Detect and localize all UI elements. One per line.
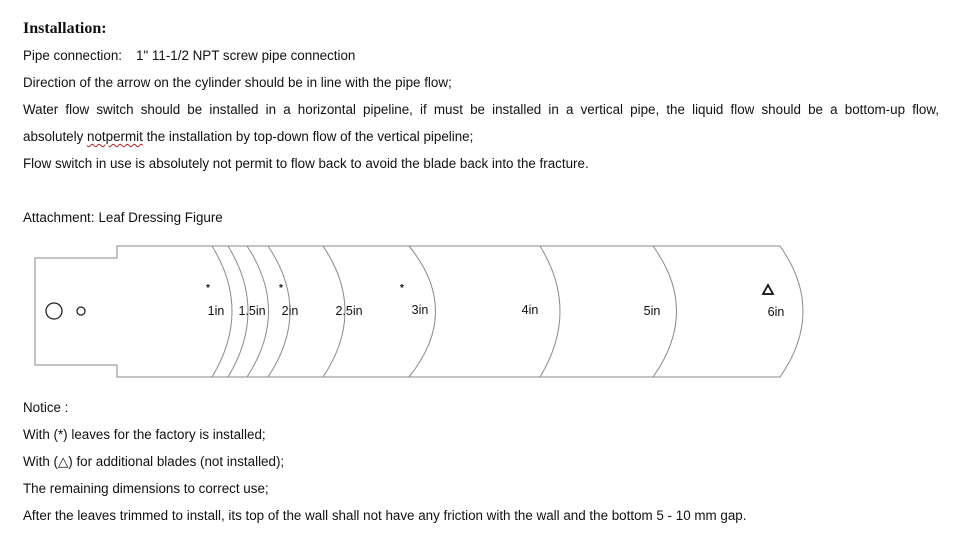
mounting-hole-small: [77, 307, 85, 315]
leaf-arc-1.5in: [228, 246, 248, 377]
mounting-hole-large: [46, 303, 62, 319]
attachment-value: Leaf Dressing Figure: [98, 210, 223, 225]
notice-item: The remaining dimensions to correct use;: [23, 481, 269, 496]
pipe-connection-label: Pipe connection:: [23, 48, 123, 63]
leaf-label-1in: 1in: [207, 304, 225, 318]
leaf-arc-6in: [653, 246, 677, 377]
leaf-arc-1in: [212, 246, 232, 377]
notice-item: With (△) for additional blades (not installed);: [23, 454, 285, 469]
leaf-label-5in: 5in: [643, 304, 661, 318]
pipe-connection-value: 1" 11-1/2 NPT screw pipe connection: [136, 48, 356, 63]
factory-installed-marker-3in: *: [400, 283, 404, 294]
factory-installed-marker-2in: *: [279, 283, 283, 294]
installation-heading: [23, 20, 107, 38]
water-flow-line-2-post: the installation by top-down flow of the vertical pipeline;: [142, 129, 474, 144]
leaf-arc-3in: [323, 246, 345, 377]
figure-outline: [35, 246, 803, 377]
water-flow-line-2-pre: absolutely: [23, 129, 88, 144]
water-flow-line-1: Water flow switch should be installed in a horizontal pipeline, if must be installed in a vertical pipe, the liquid flow should be a bottom-up flow,: [23, 102, 939, 117]
leaf-label-2in: 2in: [281, 304, 299, 318]
water-flow-line-2: [23, 129, 473, 145]
notice-item: After the leaves trimmed to install, its top of the wall shall not have any friction with the wall and the bottom 5 - 10 mm gap.: [23, 508, 747, 523]
leaf-label-1.5in: 1.5in: [238, 304, 266, 318]
spelling-flag-notpermit: notpermit: [87, 129, 143, 144]
factory-installed-marker-1in: *: [206, 283, 210, 294]
attachment-line: [23, 210, 223, 226]
leaf-label-3in: 3in: [411, 303, 429, 317]
additional-blade-triangle-icon: [763, 285, 773, 294]
flow-back-line: Flow switch in use is absolutely not permit to flow back to avoid the blade back into the fracture.: [23, 156, 589, 171]
attachment-label: Attachment:: [23, 210, 95, 225]
direction-line: Direction of the arrow on the cylinder should be in line with the pipe flow;: [23, 75, 452, 90]
leaf-dressing-figure: [0, 240, 978, 385]
leaf-arc-4in: [409, 246, 436, 377]
installation-heading-text: Installation: [23, 20, 102, 37]
pipe-connection-line: [23, 48, 355, 64]
leaf-label-4in: 4in: [521, 303, 539, 317]
installation-heading-colon: :: [101, 20, 107, 37]
notice-title: Notice :: [23, 400, 69, 415]
leaf-arc-2in: [247, 246, 269, 377]
leaf-arc-2.5in: [268, 246, 290, 377]
notice-item: With (*) leaves for the factory is installed;: [23, 427, 266, 442]
leaf-arc-5in: [540, 246, 560, 377]
leaf-label-2.5in: 2.5in: [335, 304, 363, 318]
leaf-label-6in: 6in: [767, 305, 785, 319]
